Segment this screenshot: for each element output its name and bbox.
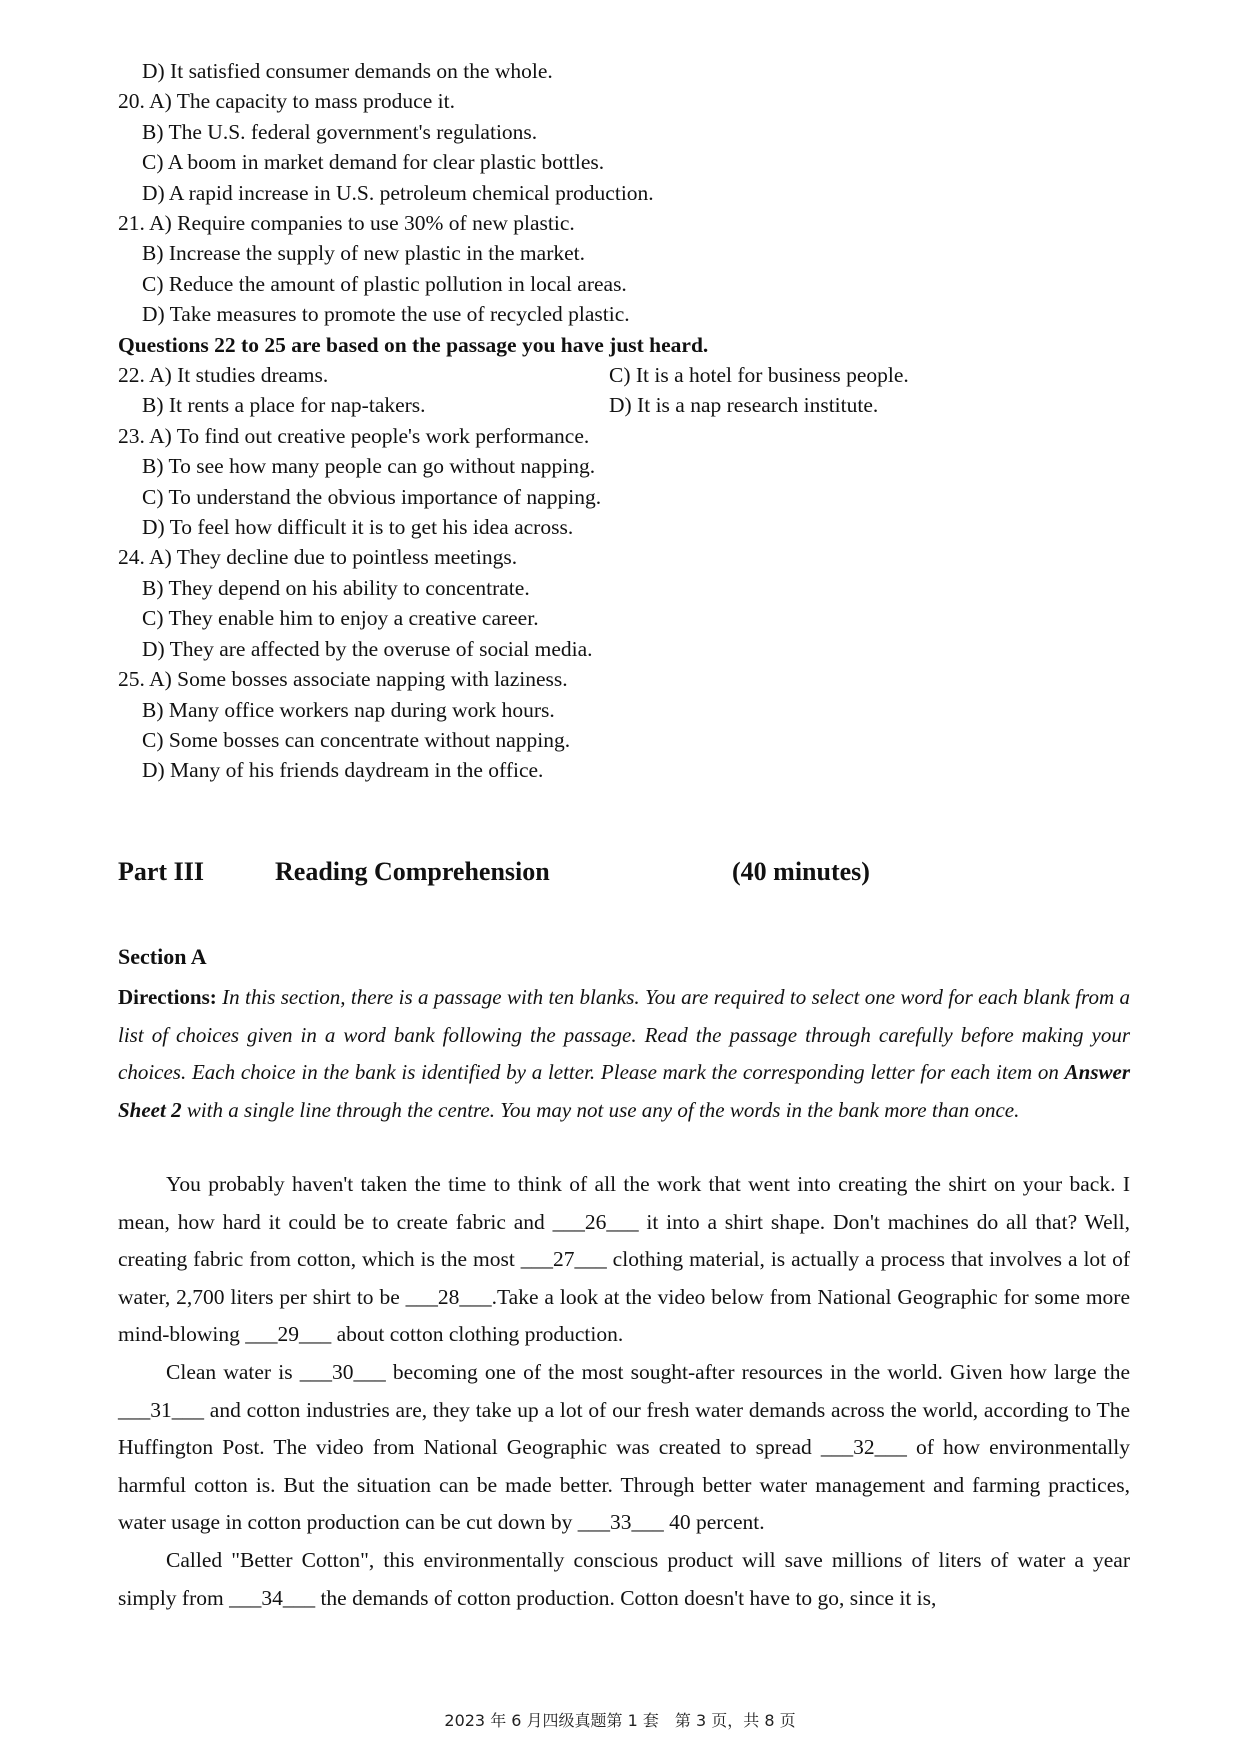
directions-text: In this section, there is a passage with ten blanks. You are required to select one word for each blank from a list of choices given in a word bank following the passage. Read the passage through carefully before making your choices. Each choice in the bank is identified by a letter. Please mark the corresponding letter for each item on — [118, 985, 1130, 1084]
option-23a: 23. A) To find out creative people's work performance. — [118, 423, 590, 448]
option-22b: B) It rents a place for nap-takers. — [142, 393, 426, 418]
section-title: Section A — [118, 944, 207, 969]
option-23d: D) To feel how difficult it is to get his idea across. — [142, 515, 574, 540]
passage-paragraph-2: Clean water is ___30___ becoming one of the most sought-after resources in the world. Given how large the ___31___ and cotton industries are, they take up a lot of our fresh water demands across the world, according to The Huffington Post. The video from National Geographic was created to spread ___32___ of how environmentally harmful cotton is. But the situation can be made better. Through better water management and farming practices, water usage in cotton production can be cut down by ___33___ 40 percent. — [118, 1359, 1130, 1535]
page-footer: 2023 年 6 月四级真题第 1 套 第 3 页，共 8 页 — [444, 1711, 796, 1730]
directions — [118, 979, 1130, 1129]
option-20c: C) A boom in market demand for clear plastic bottles. — [142, 150, 605, 175]
option-22c: C) It is a hotel for business people. — [609, 363, 909, 388]
option-24b: B) They depend on his ability to concentrate. — [142, 575, 530, 600]
option-21d: D) Take measures to promote the use of recycled plastic. — [142, 302, 630, 327]
part-number: Part III — [118, 857, 204, 886]
option-22a: 22. A) It studies dreams. — [118, 363, 329, 388]
option-21b: B) Increase the supply of new plastic in the market. — [142, 241, 585, 266]
option-19d: D) It satisfied consumer demands on the whole. — [142, 59, 553, 83]
part-title: Reading Comprehension — [275, 857, 550, 886]
part-time: (40 minutes) — [732, 857, 870, 886]
option-23c: C) To understand the obvious importance of napping. — [142, 484, 602, 509]
directions-label: Directions: — [118, 985, 217, 1009]
passage-paragraph-3: Called "Better Cotton", this environmentally conscious product will save millions of liters of water a year simply from ___34___ the demands of cotton production. Cotton doesn't have to go, since it is, — [118, 1547, 1130, 1610]
option-25b: B) Many office workers nap during work hours. — [142, 697, 555, 722]
question-list — [118, 56, 1130, 786]
option-21a: 21. A) Require companies to use 30% of new plastic. — [118, 211, 575, 236]
directions-text-end: with a single line through the centre. You may not use any of the words in the bank more than once. — [186, 1097, 1020, 1122]
option-24a: 24. A) They decline due to pointless meetings. — [118, 545, 518, 570]
option-25d: D) Many of his friends daydream in the office. — [142, 758, 544, 783]
option-22d: D) It is a nap research institute. — [609, 393, 879, 418]
answer-sheet-ref: Answer Sheet 2 — [118, 1060, 1130, 1122]
option-24c: C) They enable him to enjoy a creative career. — [142, 606, 539, 631]
option-25c: C) Some bosses can concentrate without napping. — [142, 727, 571, 752]
option-20d: D) A rapid increase in U.S. petroleum chemical production. — [142, 180, 654, 205]
option-20a: 20. A) The capacity to mass produce it. — [118, 89, 455, 114]
option-24d: D) They are affected by the overuse of social media. — [142, 636, 593, 661]
passage-paragraph-1: You probably haven't taken the time to think of all the work that went into creating the shirt on your back. I mean, how hard it could be to create fabric and ___26___ it into a shirt shape. Don't machines do all that? Well, creating fabric from cotton, which is the most ___27___ clothing material, is actually a process that involves a lot of water, 2,700 liters per shirt to be ___28___.Take a look at the video below from National Geographic for some more mind-blowing ___29___ about cotton clothing production. — [118, 1172, 1130, 1347]
option-25a: 25. A) Some bosses associate napping with laziness. — [118, 667, 568, 692]
question-22-row-1 — [118, 360, 1130, 390]
part-heading — [118, 852, 1130, 892]
question-22-row-2 — [118, 390, 1130, 420]
passage — [118, 1166, 1130, 1617]
option-23b: B) To see how many people can go without napping. — [142, 454, 596, 479]
questions-heading: Questions 22 to 25 are based on the passage you have just heard. — [118, 332, 709, 357]
option-20b: B) The U.S. federal government's regulations. — [142, 119, 538, 144]
option-21c: C) Reduce the amount of plastic pollution in local areas. — [142, 271, 627, 296]
